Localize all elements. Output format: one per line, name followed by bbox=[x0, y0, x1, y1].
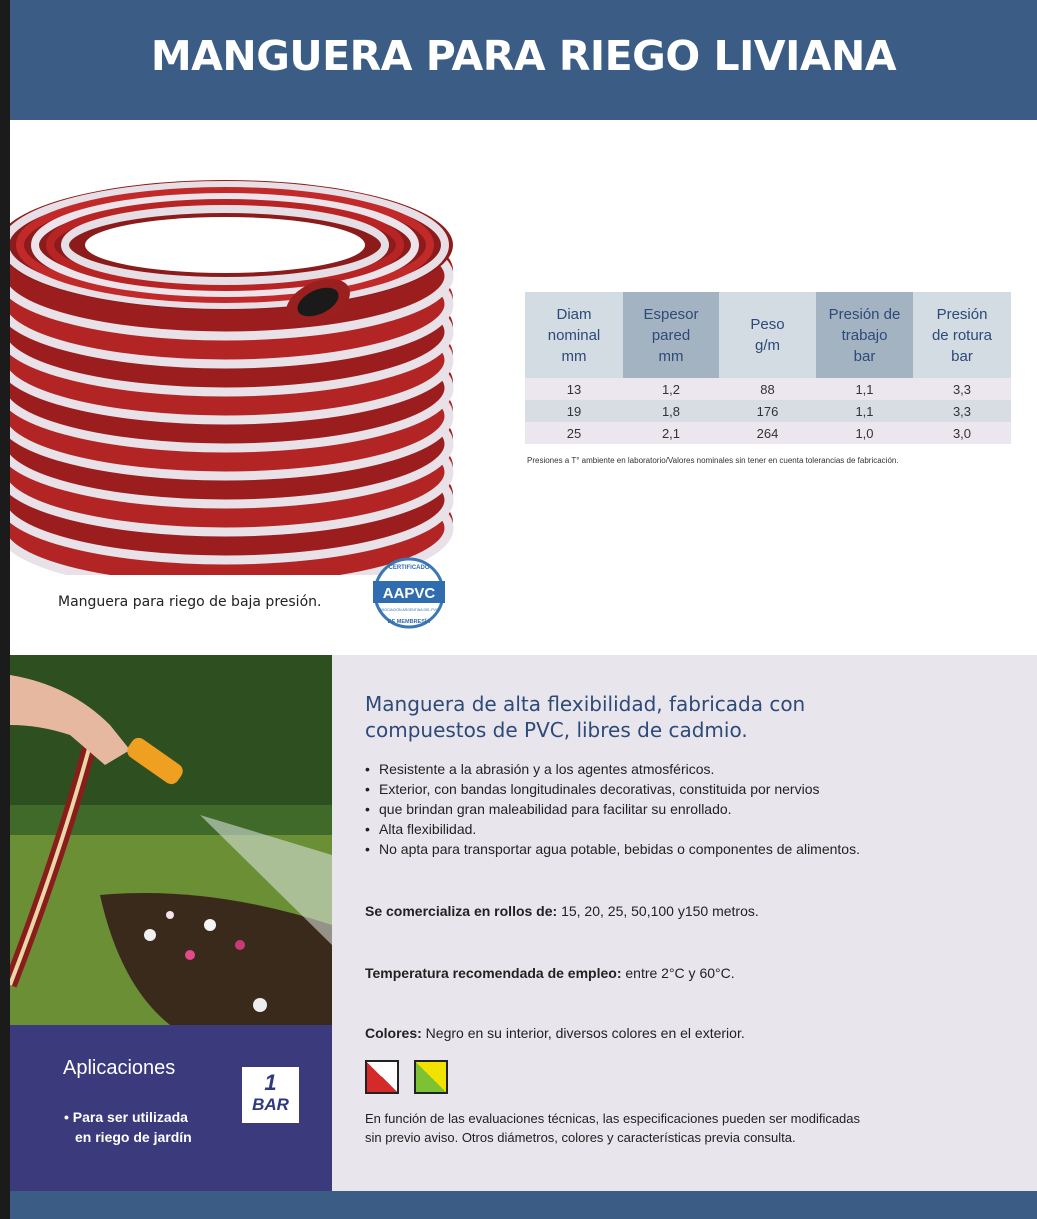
description-panel bbox=[332, 655, 1037, 1191]
applications-panel bbox=[10, 1025, 332, 1191]
table-cell: 1,8 bbox=[623, 400, 719, 422]
list-item: • Alta flexibilidad. bbox=[365, 819, 860, 839]
table-footnote: Presiones a T° ambiente en laboratorio/Valores nominales sin tener en cuenta tolerancias de fabricación. bbox=[527, 456, 899, 465]
table-cell: 3,3 bbox=[913, 400, 1011, 422]
spec-table-header-row bbox=[525, 292, 1011, 378]
footer-bar bbox=[10, 1191, 1037, 1219]
pressure-unit: BAR bbox=[252, 1095, 289, 1114]
feature-list bbox=[365, 759, 860, 859]
applications-title: Aplicaciones bbox=[63, 1057, 176, 1079]
table-cell: 25 bbox=[525, 422, 623, 444]
hose-coil-image bbox=[10, 160, 455, 575]
table-cell: 3,0 bbox=[913, 422, 1011, 444]
hose-caption: Manguera para riego de baja presión. bbox=[58, 594, 322, 610]
table-cell: 13 bbox=[525, 378, 623, 400]
spec-header-diam: Diam nominal mm bbox=[525, 292, 623, 378]
spec-header-presion-rotura: Presión de rotura bar bbox=[913, 292, 1011, 378]
table-cell: 1,0 bbox=[816, 422, 913, 444]
description-title: Manguera de alta flexibilidad, fabricada con compuestos de PVC, libres de cadmio. bbox=[365, 692, 806, 742]
table-cell: 1,1 bbox=[816, 400, 913, 422]
badge-top-text: CERTIFICADO bbox=[388, 565, 430, 571]
pressure-value: 1 bbox=[264, 1070, 277, 1095]
badge-logo-text: AAPVC bbox=[382, 585, 436, 602]
table-cell: 19 bbox=[525, 400, 623, 422]
spec-header-espesor: Espesor pared mm bbox=[623, 292, 719, 378]
table-cell: 2,1 bbox=[623, 422, 719, 444]
table-cell: 264 bbox=[719, 422, 816, 444]
table-row bbox=[525, 400, 1011, 422]
list-item-continuation: • que brindan gran maleabilidad para facilitar su enrollado. bbox=[365, 799, 860, 819]
page-title: MANGUERA PARA RIEGO LIVIANA bbox=[150, 32, 897, 80]
color-swatch-green bbox=[414, 1060, 448, 1094]
spec-table bbox=[525, 292, 1011, 444]
table-cell: 88 bbox=[719, 378, 816, 400]
garden-watering-photo bbox=[10, 655, 332, 1025]
table-row bbox=[525, 422, 1011, 444]
applications-item: • Para ser utilizada en riego de jardín bbox=[64, 1109, 192, 1145]
pressure-badge bbox=[242, 1067, 299, 1123]
table-cell: 176 bbox=[719, 400, 816, 422]
spec-header-presion-trabajo: Presión de trabajo bar bbox=[816, 292, 913, 378]
spec-header-peso: Peso g/m bbox=[719, 292, 816, 378]
temperature-info: Temperatura recomendada de empleo: entre 2°C y 60°C. bbox=[365, 965, 735, 981]
page-edge bbox=[0, 0, 10, 1219]
rolls-info: Se comercializa en rollos de: 15, 20, 25, 50,100 y150 metros. bbox=[365, 903, 759, 919]
table-row bbox=[525, 378, 1011, 400]
badge-bottom-text: DE MEMBRESÍA bbox=[387, 619, 431, 625]
colors-info: Colores: Negro en su interior, diversos colores en el exterior. bbox=[365, 1025, 745, 1041]
table-cell: 1,2 bbox=[623, 378, 719, 400]
disclaimer-note: En función de las evaluaciones técnicas, las especificaciones pueden ser modificadas sin previo aviso. Otros diámetros, colores y características previa consulta. bbox=[365, 1111, 861, 1145]
table-cell: 3,3 bbox=[913, 378, 1011, 400]
page-header bbox=[10, 0, 1037, 120]
color-swatch-red bbox=[365, 1060, 399, 1094]
table-cell: 1,1 bbox=[816, 378, 913, 400]
aapvc-certification-badge bbox=[365, 555, 453, 633]
badge-subtitle: ASOCIACIÓN ARGENTINA DEL PVC bbox=[379, 608, 439, 612]
list-item: • Resistente a la abrasión y a los agentes atmosféricos. bbox=[365, 759, 860, 779]
list-item: • Exterior, con bandas longitudinales decorativas, constituida por nervios bbox=[365, 779, 860, 799]
list-item: • No apta para transportar agua potable, bebidas o componentes de alimentos. bbox=[365, 839, 860, 859]
